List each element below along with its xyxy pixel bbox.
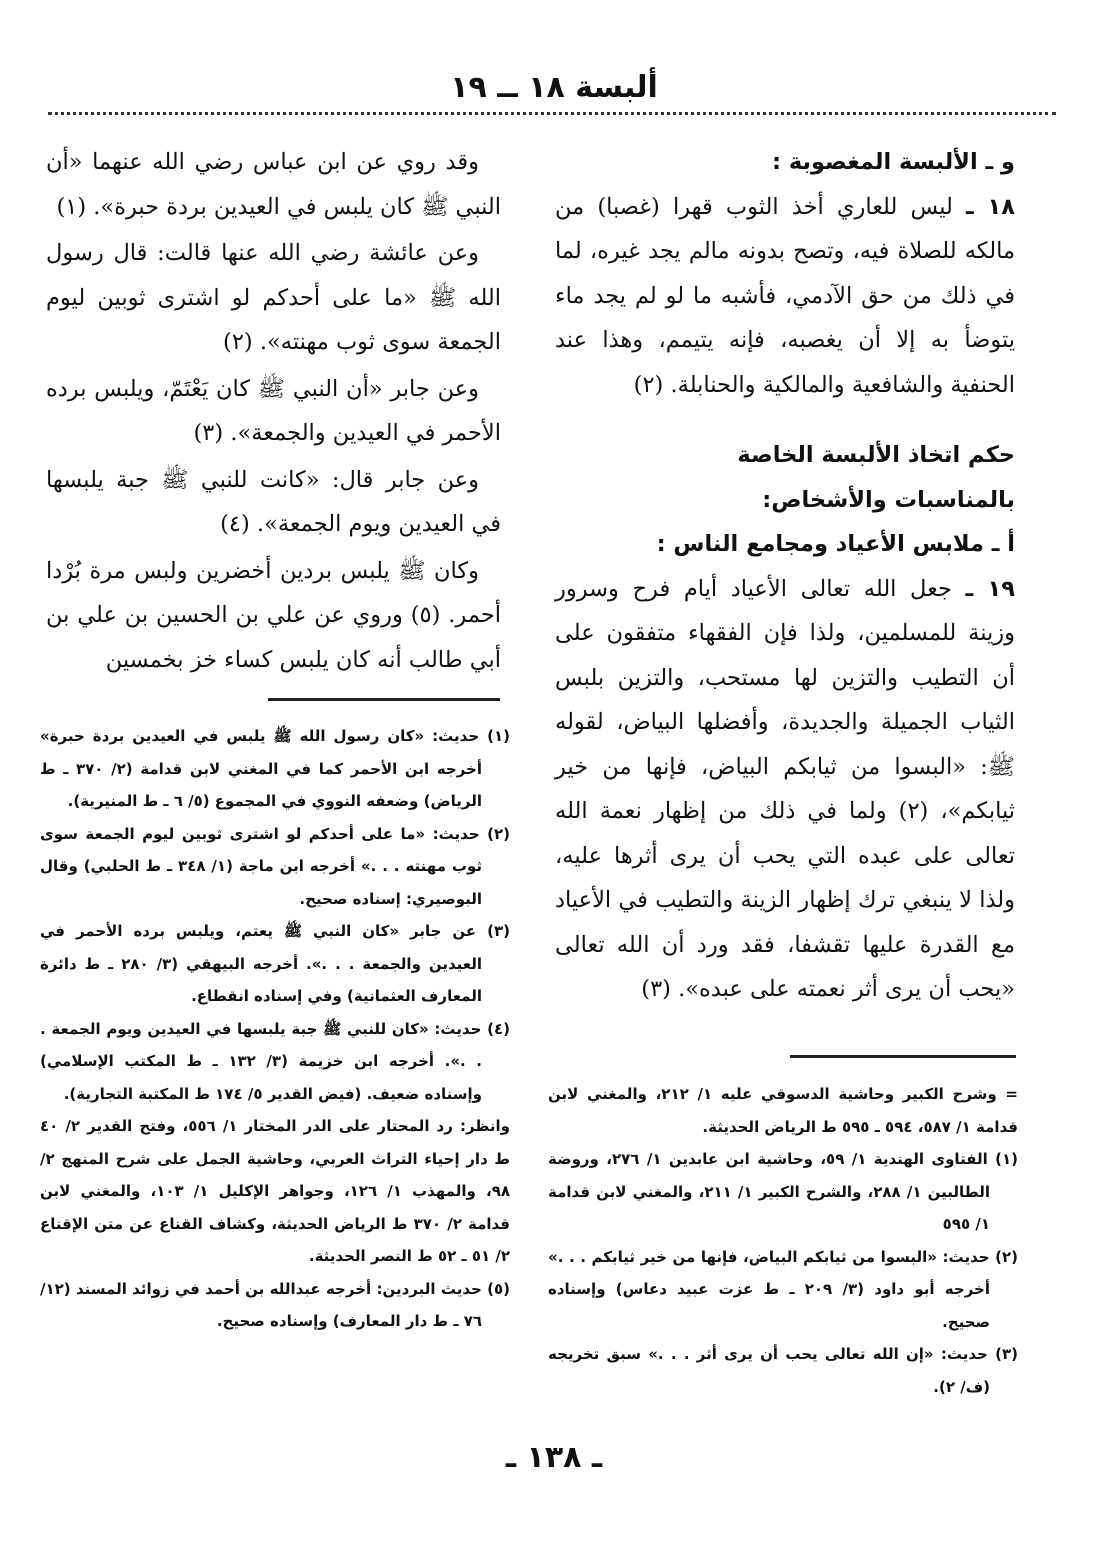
paragraph-number-19: ١٩ ـ	[965, 575, 1015, 602]
footnotes-left	[40, 720, 510, 1338]
footnote-item: (٥) حديث البردين: أخرجه عبدالله بن أحمد في زوائد المسند (١٢/ ٧٦ ـ ط دار المعارف) وإسناده صحيح.	[40, 1279, 510, 1330]
footnote-item: (٣) حديث: «إن الله تعالى يحب أن يرى أثر . . .» سبق تخريجه (ف/ ٢).	[548, 1345, 1018, 1396]
footnote-item: (٢) حديث: «البسوا من ثيابكم البياض، فإنها من خير ثيابكم . . .» أخرجه أبو داود (٣/ ٢٠٩ ـ ط عزت عبيد دعاس) وإسناده صحيح.	[548, 1247, 1018, 1331]
left-column	[46, 140, 501, 684]
running-header: ألبسة ١٨ ــ ١٩	[450, 70, 658, 105]
footnote-continuation: = وشرح الكبير وحاشية الدسوقي عليه ١/ ٢١٢، والمغني لابن قدامة ١/ ٥٨٧، ٥٩٤ ـ ٥٩٥ ط الرياض الحديثة.	[548, 1085, 1018, 1136]
left-paragraph: وعن جابر «أن النبي ﷺ كان يَعْتَمّ، ويلبس برده الأحمر في العيدين والجمعة». (٣)	[46, 375, 501, 446]
footnote-item: (٤) حديث: «كان للنبي ﷺ جبة يلبسها في العيدين ويوم الجمعة . . .». أخرجه ابن خزيمة (٣/ ١٣٢ ـ ط المكتب الإسلامي) وإسناده ضعيف. (فيض القدير ٥/ ١٧٤ ط المكتبة التجارية).	[40, 1019, 510, 1103]
paragraph-number-18: ١٨ ـ	[966, 193, 1016, 220]
paragraph-18	[555, 185, 1015, 408]
left-paragraph: وعن جابر قال: «كانت للنبي ﷺ جبة يلبسها في العيدين ويوم الجمعة». (٤)	[46, 466, 501, 537]
footnote-item: (١) الفتاوى الهندية ١/ ٥٩، وحاشية ابن عابدين ١/ ٢٧٦، وروضة الطالبين ١/ ٢٨٨، والشرح الكبير ١/ ٢١١، والمغني لابن قدامة ١/ ٥٩٥	[548, 1150, 1019, 1233]
paragraph-19	[555, 567, 1015, 1012]
footnotes-right	[548, 1078, 1018, 1403]
left-paragraph: وقد روي عن ابن عباس رضي الله عنهما «أن النبي ﷺ كان يلبس في العيدين بردة حبرة». (١)	[46, 149, 501, 220]
left-paragraph: وكان ﷺ يلبس بردين أخضرين ولبس مرة بُرْدا أحمر. (٥) وروي عن علي بن الحسين بن علي بن أبي طالب أنه كان يلبس كساء خز بخمسين	[46, 557, 501, 673]
footnote-item: (١) حديث: «كان رسول الله ﷺ يلبس في العيدين بردة حبرة» أخرجه ابن الأحمر كما في المغني لابن قدامة (٢/ ٣٧٠ ـ ط الرياض) وضعفه النووي في المجموع (٥/ ٦ ـ ط المنيرية).	[40, 727, 510, 810]
footnote-divider-left	[268, 698, 500, 701]
heading-special-clothing-line2: بالمناسبات والأشخاص:	[762, 486, 1015, 513]
footnote-divider-right	[790, 1055, 1016, 1058]
footnote-item: (٢) حديث: «ما على أحدكم لو اشترى ثوبين ليوم الجمعة سوى ثوب مهنته . . .» أخرجه ابن ماجة (١/ ٣٤٨ ـ ط الحلبي) وقال البوصيري: إسناده صحيح.	[40, 824, 510, 908]
subheading-eid-clothing: أ ـ ملابس الأعياد ومجامع الناس :	[656, 531, 1015, 557]
footnote-see-also: وانظر: رد المحتار على الدر المختار ١/ ٥٥٦، وفتح القدير ٢/ ٤٠ ط دار إحياء التراث العربي، وحاشية الجمل على شرح المنهج ٢/ ٩٨، والمهذب ١/ ١٢٦، وجواهر الإكليل ١/ ١٠٣، والمغني لابن قدامة ٢/ ٣٧٠ ط الرياض الحديثة، وكشاف القناع عن متن الإقناع ٢/ ٥١ ـ ٥٢ ط النصر الحديثة.	[40, 1117, 511, 1265]
occasions-heading-block	[555, 433, 1015, 567]
header-dotted-rule	[48, 112, 1056, 115]
right-column	[555, 140, 1015, 1014]
page-number: ـ ١٣٨ ـ	[505, 1440, 603, 1475]
section-heading-usurped-clothing: و ـ الألبسة المغصوبة :	[772, 149, 1015, 175]
paragraph-19-text: جعل الله تعالى الأعياد أيام فرح وسرور وزينة للمسلمين، ولذا فإن الفقهاء متفقون على أن التطيب والتزين لها مستحب، والتزين بلبس الثياب الجميلة والجديدة، وأفضلها البياض، لقوله ﷺ: «البسوا من ثيابكم البياض، فإنها من خير ثيابكم»، (٢) ولما في ذلك من إظهار نعمة الله تعالى على عبده التي يحب أن يرى أثرها عليه، ولذا لا ينبغي ترك إظهار الزينة والتطيب في الأعياد مع القدرة عليها تقشفا، فقد ورد أن الله تعالى «يحب أن يرى أثر نعمته على عبده». (٣)	[555, 575, 1015, 1002]
paragraph-18-text: ليس للعاري أخذ الثوب قهرا (غصبا) من مالكه للصلاة فيه، وتصح بدونه مالم يجد غيره، لما في ذلك من حق الآدمي، فأشبه ما لو لم يجد ماء يتوضأ به إلا أن يغصبه، فإنه يتيمم، وهذا عند الحنفية والشافعية والمالكية والحنابلة. (٢)	[555, 193, 1015, 398]
heading-special-clothing-line1: حكم اتخاذ الألبسة الخاصة	[737, 442, 1015, 468]
footnote-item: (٣) عن جابر «كان النبي ﷺ يعتم، ويلبس برده الأحمر في العيدين والجمعة . . .». أخرجه البيهقي (٣/ ٢٨٠ ـ ط دائرة المعارف العثمانية) وفي إسناده انقطاع.	[40, 922, 510, 1005]
left-paragraph: وعن عائشة رضي الله عنها قالت: قال رسول الله ﷺ «ما على أحدكم لو اشترى ثوبين ليوم الجمعة سوى ثوب مهنته». (٢)	[46, 240, 501, 355]
